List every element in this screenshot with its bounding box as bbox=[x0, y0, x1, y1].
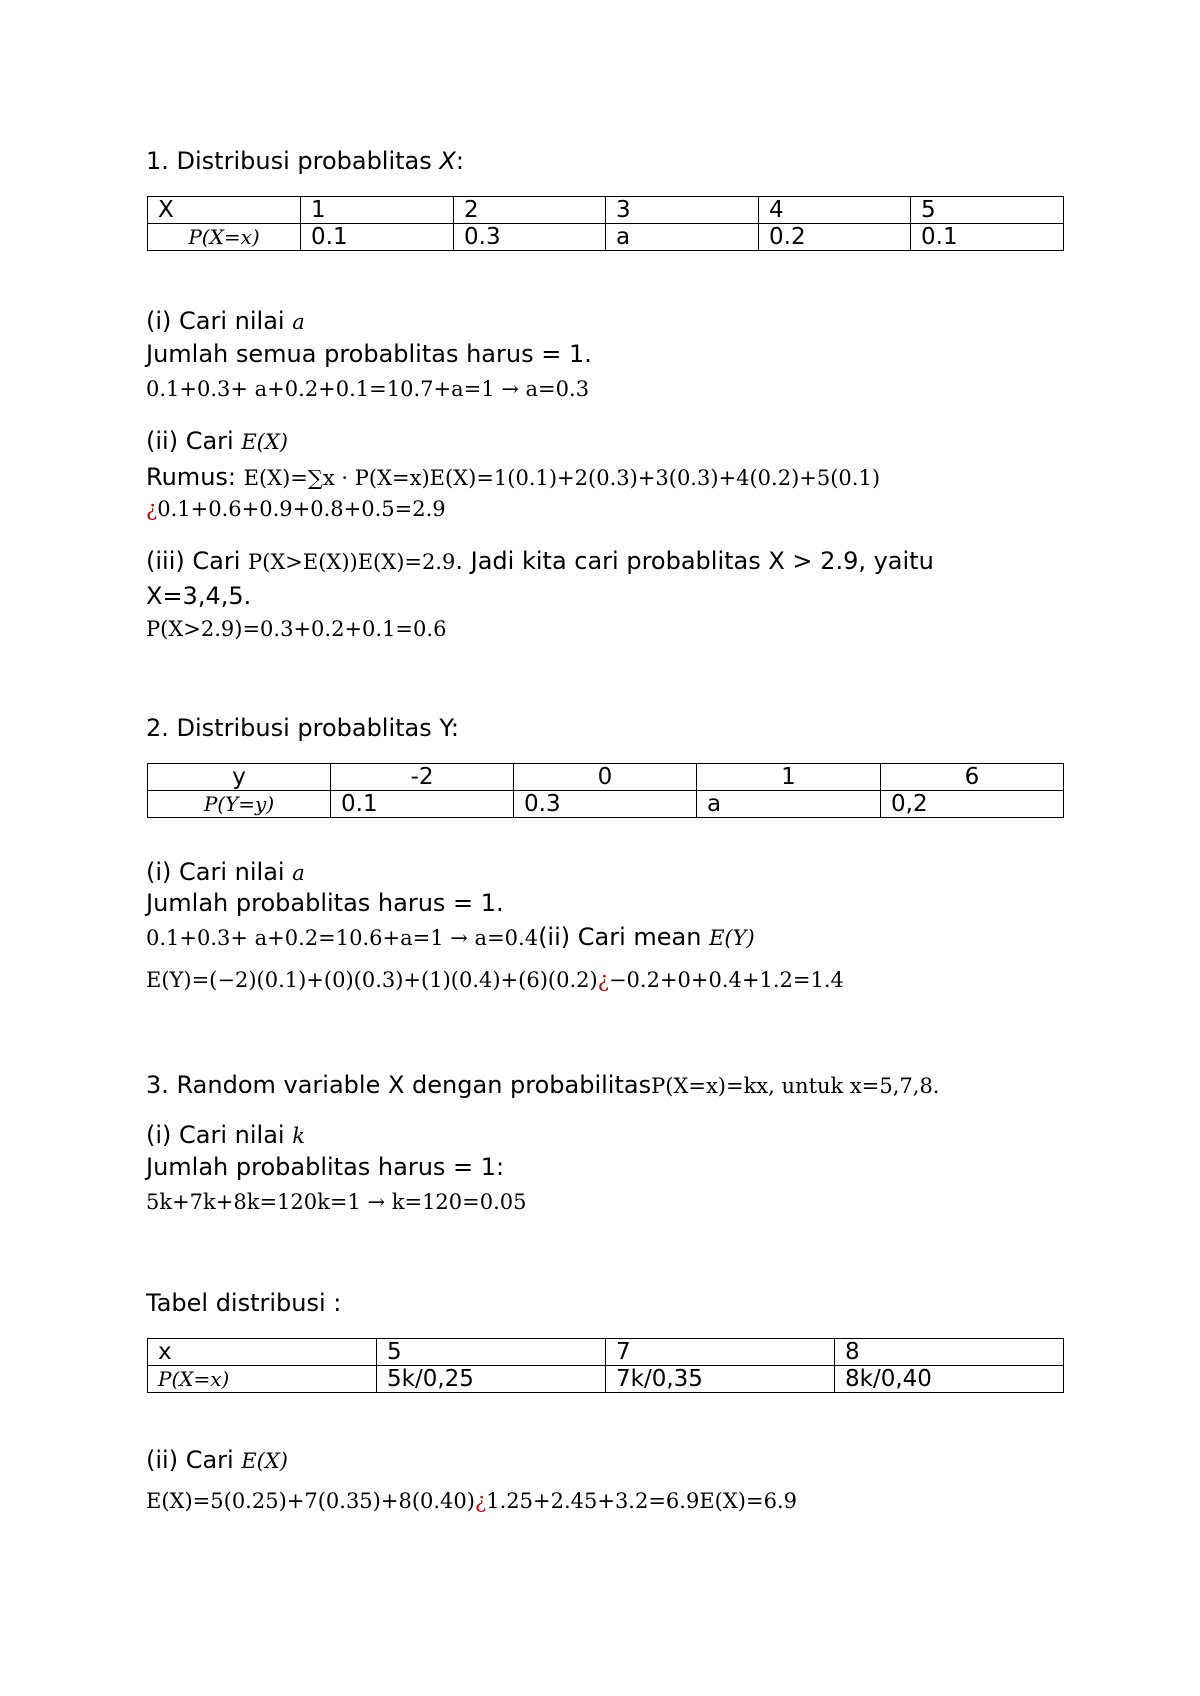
table-cell: y bbox=[148, 764, 331, 791]
table-cell: 1 bbox=[301, 197, 454, 224]
s1-i-text: Jumlah semua probablitas harus = 1. bbox=[146, 340, 592, 368]
s1-i-equation: 0.1+0.3+ a+0.2+0.1=10.7+a=1 → a=0.3 bbox=[146, 377, 590, 401]
table-cell: 2 bbox=[454, 197, 606, 224]
table-cell: 7 bbox=[606, 1339, 835, 1366]
table-cell: 6 bbox=[881, 764, 1064, 791]
s1-ii-label-text: (ii) Cari bbox=[146, 427, 242, 455]
s2-i-label-text: (i) Cari nilai bbox=[146, 858, 293, 886]
table-cell: P(X=x) bbox=[148, 224, 301, 251]
s3-ii-equation bbox=[146, 1487, 797, 1515]
table-x-distribution-k bbox=[147, 1338, 1064, 1393]
table-cell: 5k/0,25 bbox=[377, 1366, 606, 1393]
s1-ii-equation-2 bbox=[146, 495, 446, 523]
s2-ii-equation-b: −0.2+0+0.4+1.2=1.4 bbox=[608, 968, 844, 992]
section-1-heading-var: X bbox=[439, 147, 456, 175]
s1-i-var: a bbox=[292, 310, 305, 334]
table-cell: P(X=x) bbox=[148, 1366, 377, 1393]
s1-ii-rumus-equation: E(X)=∑x · P(X=x)E(X)=1(0.1)+2(0.3)+3(0.3)+4(0.2)+5(0.1) bbox=[243, 466, 881, 490]
section-3-heading-text: 3. Random variable X dengan probabilitas bbox=[146, 1071, 652, 1099]
table-row bbox=[148, 197, 1064, 224]
s1-ii-error-char: ¿ bbox=[146, 497, 158, 521]
s2-i-text: Jumlah probablitas harus = 1. bbox=[146, 889, 504, 917]
table-cell: 0.1 bbox=[331, 791, 514, 818]
s1-ii-var: E(X) bbox=[241, 430, 288, 454]
s1-iii-equation: P(X>E(X))E(X)=2.9 bbox=[248, 550, 456, 574]
table-cell: -2 bbox=[331, 764, 514, 791]
table-cell: X bbox=[148, 197, 301, 224]
s3-tabel-label: Tabel distribusi : bbox=[146, 1289, 342, 1317]
table-cell: a bbox=[606, 224, 759, 251]
s1-iii-equation-2: P(X>2.9)=0.3+0.2+0.1=0.6 bbox=[146, 617, 447, 641]
s2-i-var: a bbox=[292, 861, 305, 885]
s1-iii-line-2: X=3,4,5. bbox=[146, 582, 252, 610]
s2-ii-equation-a: E(Y)=(−2)(0.1)+(0)(0.3)+(1)(0.4)+(6)(0.2) bbox=[146, 968, 598, 992]
s1-iii-label bbox=[146, 546, 934, 577]
section-1-heading-text: 1. Distribusi probablitas bbox=[146, 147, 440, 175]
s3-i-label bbox=[146, 1120, 305, 1151]
s1-iii-label-text: (iii) Cari bbox=[146, 547, 248, 575]
table-cell: 7k/0,35 bbox=[606, 1366, 835, 1393]
s3-i-var: k bbox=[292, 1124, 305, 1148]
table-y-distribution bbox=[147, 763, 1064, 818]
table-cell: 0.1 bbox=[301, 224, 454, 251]
s3-ii-equation-b: 1.25+2.45+3.2=6.9E(X)=6.9 bbox=[486, 1489, 797, 1513]
s2-i-equation: 0.1+0.3+ a+0.2=10.6+a=1 → a=0.4 bbox=[146, 926, 539, 950]
s3-ii-error-char: ¿ bbox=[474, 1489, 487, 1513]
s2-ii-equation bbox=[146, 966, 844, 994]
s1-ii-label bbox=[146, 426, 288, 457]
s2-ii-var: E(Y) bbox=[709, 926, 755, 950]
section-3-heading-equation: P(X=x)=kx, untuk x=5,7,8. bbox=[651, 1074, 940, 1098]
s1-i-label bbox=[146, 306, 305, 337]
s2-i-label bbox=[146, 857, 305, 888]
s3-ii-label bbox=[146, 1445, 288, 1476]
section-3-heading bbox=[146, 1070, 939, 1101]
table-row bbox=[148, 764, 1064, 791]
table-cell: P(Y=y) bbox=[148, 791, 331, 818]
table-row bbox=[148, 791, 1064, 818]
s1-i-label-text: (i) Cari nilai bbox=[146, 307, 293, 335]
table-cell: 0 bbox=[514, 764, 697, 791]
table-row bbox=[148, 1339, 1064, 1366]
s3-ii-label-text: (ii) Cari bbox=[146, 1446, 242, 1474]
s3-i-label-text: (i) Cari nilai bbox=[146, 1121, 293, 1149]
table-row bbox=[148, 224, 1064, 251]
table-cell: 4 bbox=[759, 197, 911, 224]
s3-i-equation: 5k+7k+8k=120k=1 → k=120=0.05 bbox=[146, 1190, 527, 1214]
table-cell: 1 bbox=[697, 764, 881, 791]
table-cell: 0.2 bbox=[759, 224, 911, 251]
table-cell: 0.1 bbox=[911, 224, 1064, 251]
s3-ii-equation-a: E(X)=5(0.25)+7(0.35)+8(0.40) bbox=[146, 1489, 475, 1513]
table-x-distribution bbox=[147, 196, 1064, 251]
table-cell: 0.3 bbox=[454, 224, 606, 251]
table-cell: x bbox=[148, 1339, 377, 1366]
table-cell: 0.3 bbox=[514, 791, 697, 818]
s1-ii-rumus bbox=[146, 462, 880, 493]
table-cell: 0,2 bbox=[881, 791, 1064, 818]
table-cell: a bbox=[697, 791, 881, 818]
s2-ii-label-text: (ii) Cari mean bbox=[538, 923, 710, 951]
s1-iii-text: . Jadi kita cari probablitas X > 2.9, yaitu bbox=[455, 547, 934, 575]
table-row bbox=[148, 1366, 1064, 1393]
s2-ii-error-char: ¿ bbox=[597, 968, 609, 992]
section-1-heading bbox=[146, 146, 464, 176]
table-cell: 8 bbox=[835, 1339, 1064, 1366]
table-cell: 8k/0,40 bbox=[835, 1366, 1064, 1393]
s1-ii-rumus-text: Rumus: bbox=[146, 463, 244, 491]
section-1-heading-end: : bbox=[455, 147, 464, 175]
section-2-heading: 2. Distribusi probablitas Y: bbox=[146, 714, 459, 742]
s3-ii-var: E(X) bbox=[241, 1449, 288, 1473]
s3-i-text: Jumlah probablitas harus = 1: bbox=[146, 1153, 505, 1181]
table-cell: 3 bbox=[606, 197, 759, 224]
s2-i-equation-line bbox=[146, 922, 755, 953]
table-cell: 5 bbox=[911, 197, 1064, 224]
s1-ii-equation-2-text: 0.1+0.6+0.9+0.8+0.5=2.9 bbox=[157, 497, 446, 521]
table-cell: 5 bbox=[377, 1339, 606, 1366]
